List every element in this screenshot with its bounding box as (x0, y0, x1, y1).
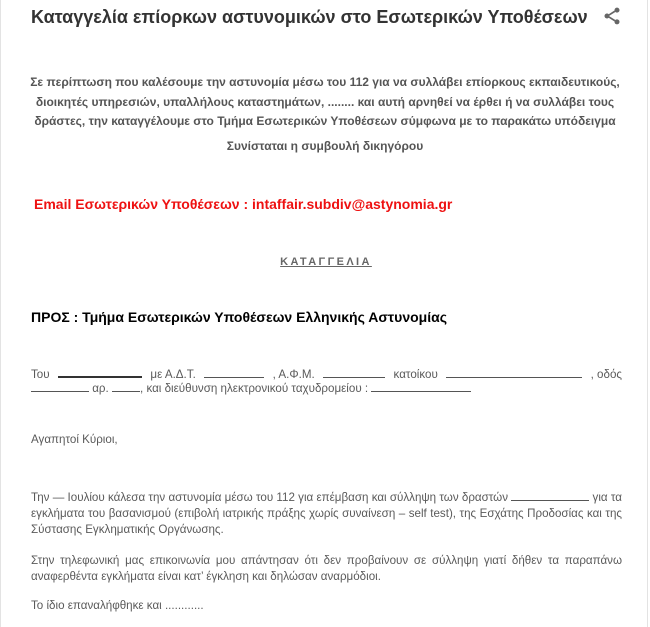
street-blank (31, 380, 89, 392)
residence-blank (446, 366, 582, 378)
adt-label: με Α.Δ.Τ. (150, 368, 196, 381)
street-label: , οδός (590, 368, 622, 381)
body-part-2: για τα εγκλήματα του βασανισμού (επιβολή ιατρικής πράξης χωρίς συναίνεση – self test), της Εσχάτης Προδοσίας και της Σύστασης Εγκληματικής Οργάνωσης. (31, 491, 622, 536)
complaint-body (31, 489, 622, 538)
tou-label: Του (31, 368, 50, 381)
repeated-paragraph: Το ίδιο επαναλήφθηκε και ............ (31, 599, 204, 612)
complaint-heading: ΚΑΤΑΓΓΕΛΙΑ (280, 256, 372, 268)
email-label: , και διεύθυνση ηλεκτρονικού ταχυδρομείου : (140, 382, 369, 395)
afm-blank (323, 366, 385, 378)
recipient-line: ΠΡΟΣ : Τμήμα Εσωτερικών Υποθέσεων Ελληνικής Αστυνομίας (31, 309, 447, 325)
post-title: Καταγγελία επίορκων αστυνομικών στο Εσωτερικών Υποθέσεων (31, 7, 588, 27)
number-blank (112, 380, 140, 392)
lawyer-advice-note: Συνίσταται η συμβουλή δικηγόρου (226, 139, 424, 153)
perpetrators-blank (511, 489, 589, 501)
email-blank (371, 380, 471, 392)
identity-line-2 (31, 380, 622, 397)
name-blank (58, 365, 142, 378)
internal-affairs-email: Email Εσωτερικών Υποθέσεων : intaffair.subdiv@astynomia.gr (34, 196, 453, 212)
residence-label: κατοίκου (393, 368, 438, 381)
phone-paragraph: Στην τηλεφωνική μας επικοινωνία μου απάντησαν ότι δεν προβαίνουν σε σύλληψη γιατί δήθεν τα παραπάνω αναφερθέντα εγκλήματα είναι κατ’ έγκληση και δηλώσαν αναρμόδιοι. (31, 554, 622, 583)
share-icon[interactable] (602, 6, 622, 26)
number-label: αρ. (92, 382, 109, 395)
body-part-1: Την — Ιουλίου κάλεσα την αστυνομία μέσω του 112 για επέμβαση και σύλληψη των δραστών (31, 491, 509, 504)
intro-paragraph: Σε περίπτωση που καλέσουμε την αστυνομία μέσω του 112 για να συλλάβει επίορκους εκπαιδευτικούς, διοικητές υπηρεσιών, υπαλλήλους καταστημάτων, ........ και αυτή αρνηθεί να έρθει ή να συλλάβει τους δράστες, την καταγγέλουμε στο Τμήμα Εσωτερικών Υποθέσεων σύμφωνα με το παρακάτω υπόδειγμα (30, 75, 620, 128)
afm-label: , Α.Φ.Μ. (272, 368, 315, 381)
greeting: Αγαπητοί Κύριοι, (31, 433, 118, 446)
adt-blank (204, 366, 264, 378)
